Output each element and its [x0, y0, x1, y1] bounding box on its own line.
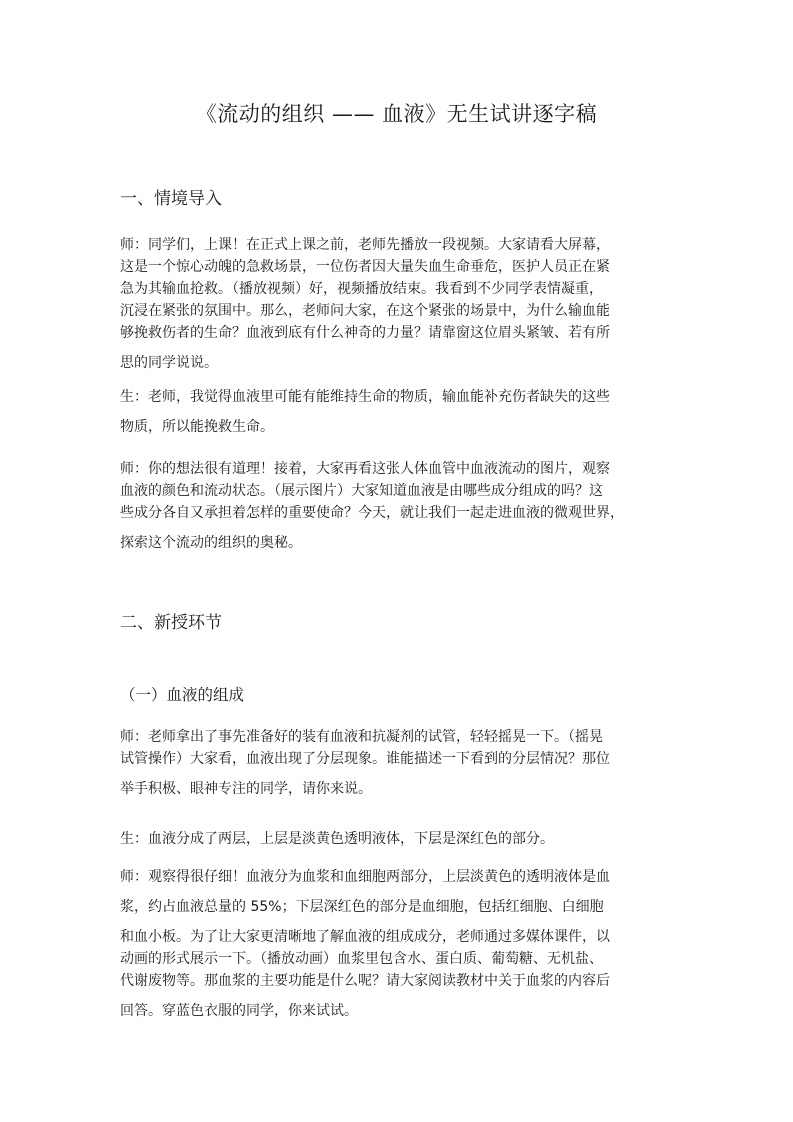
- text-line: 举手积极、眼神专注的同学，请你来说。: [120, 781, 372, 797]
- paragraph-teacher-transition: [120, 458, 678, 554]
- text-line: 动画的形式展示一下。（播放动画）血浆里包含水、蛋白质、葡萄糖、无机盐、: [120, 951, 603, 967]
- section-heading-intro: 一、情境导入: [120, 189, 222, 209]
- text-line: 够挽救伤者的生命？血液到底有什么神奇的力量？请靠窗这位眉头紧皱、若有所: [120, 325, 610, 341]
- paragraph-student-answer-2: [120, 828, 678, 850]
- paragraph-teacher-plasma: [120, 866, 678, 1022]
- text-line: 师：老师拿出了事先准备好的装有血液和抗凝剂的试管，轻轻摇晃一下。（摇晃: [120, 729, 603, 745]
- text-line: 代谢废物等。那血浆的主要功能是什么呢？请大家阅读教材中关于血浆的内容后: [120, 973, 610, 989]
- text-line: 思的同学说说。: [120, 355, 218, 371]
- text-line: 生：老师，我觉得血液里可能有能维持生命的物质，输血能补充伤者缺失的这些: [120, 389, 610, 405]
- paragraph-student-answer-1: [120, 386, 678, 438]
- text-line: 师：观察得很仔细！血液分为血浆和血细胞两部分，上层淡黄色的透明液体是血: [120, 869, 610, 885]
- text-line: 沉浸在紧张的氛围中。那么，老师问大家，在这个紧张的场景中，为什么输血能: [120, 303, 610, 319]
- text-line: 急为其输血抢救。（播放视频）好，视频播放结束。我看到不少同学表情凝重，: [120, 281, 603, 297]
- text-line: 些成分各自又承担着怎样的重要使命？今天，就让我们一起走进血液的微观世界，: [120, 505, 624, 521]
- subsection-heading-blood-composition: （一）血液的组成: [120, 686, 245, 704]
- paragraph-teacher-intro: [120, 234, 678, 374]
- text-line: 浆，约占血液总量的 55%；下层深红色的部分是血细胞，包括红细胞、白细胞: [120, 899, 604, 915]
- text-line: 师：你的想法很有道理！接着，大家再看这张人体血管中血液流动的图片，观察: [120, 461, 610, 477]
- document-title: 《流动的组织 —— 血液》无生试讲逐字稿: [195, 102, 598, 126]
- text-line: 血液的颜色和流动状态。（展示图片）大家知道血液是由哪些成分组成的吗？这: [120, 483, 603, 499]
- text-line: 这是一个惊心动魄的急救场景，一位伤者因大量失血生命垂危，医护人员正在紧: [120, 259, 610, 275]
- text-line: 师：同学们，上课！在正式上课之前，老师先播放一段视频。大家请看大屏幕，: [120, 237, 610, 253]
- text-line: 探索这个流动的组织的奥秘。: [120, 535, 302, 551]
- paragraph-teacher-test-tube: [120, 726, 678, 800]
- section-heading-new-lesson: 二、新授环节: [120, 613, 222, 633]
- text-line: 生：血液分成了两层，上层是淡黄色透明液体，下层是深红色的部分。: [120, 831, 554, 847]
- text-line: 和血小板。为了让大家更清晰地了解血液的组成成分，老师通过多媒体课件，以: [120, 929, 610, 945]
- text-line: 回答。穿蓝色衣服的同学，你来试试。: [120, 1003, 358, 1019]
- text-line: 试管操作）大家看，血液出现了分层现象。谁能描述一下看到的分层情况？那位: [120, 751, 610, 767]
- text-line: 物质，所以能挽救生命。: [120, 419, 274, 435]
